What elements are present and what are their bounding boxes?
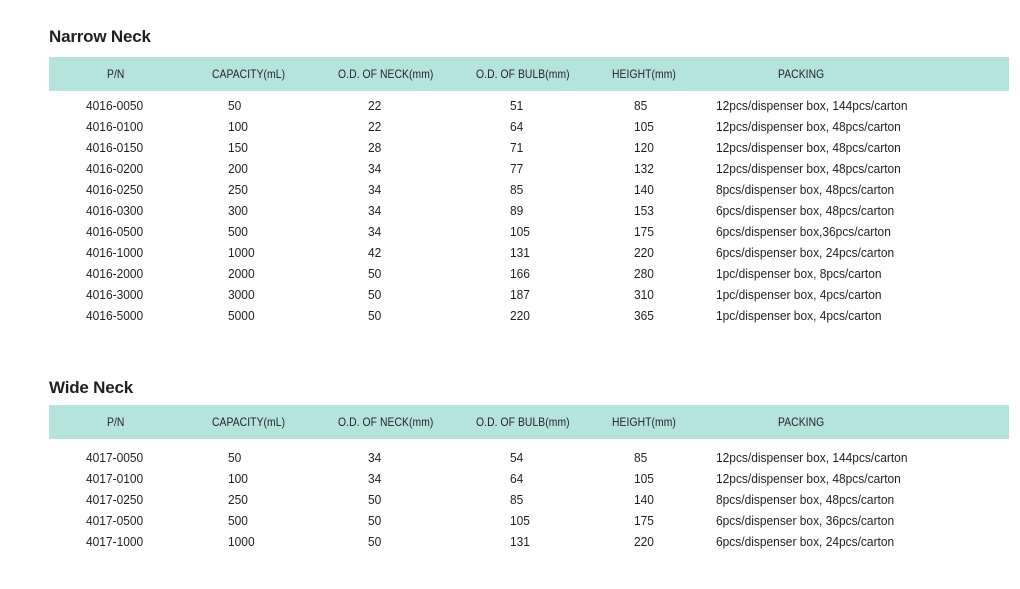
- cell-capacity: 1000: [228, 245, 255, 260]
- cell-height: 280: [634, 266, 654, 281]
- cell-bulb-od: 64: [510, 471, 524, 486]
- cell-packing: 12pcs/dispenser box, 48pcs/carton: [716, 161, 901, 176]
- cell-bulb-od: 220: [510, 308, 530, 323]
- table-row: [0, 179, 1020, 200]
- cell-packing: 12pcs/dispenser box, 48pcs/carton: [716, 119, 901, 134]
- table-row: [0, 200, 1020, 221]
- cell-packing: 6pcs/dispenser box,36pcs/carton: [716, 224, 891, 239]
- col-header-height: HEIGHT(mm): [612, 415, 676, 429]
- wide-neck-title: Wide Neck: [49, 378, 134, 397]
- cell-height: 175: [634, 224, 654, 239]
- cell-neck-od: 28: [368, 140, 382, 155]
- cell-pn: 4016-0050: [86, 98, 144, 113]
- cell-neck-od: 50: [368, 513, 382, 528]
- cell-pn: 4016-0150: [86, 140, 144, 155]
- cell-height: 365: [634, 308, 654, 323]
- cell-pn: 4016-0200: [86, 161, 144, 176]
- cell-bulb-od: 105: [510, 224, 530, 239]
- col-header-neck: O.D. OF NECK(mm): [338, 67, 434, 81]
- cell-packing: 12pcs/dispenser box, 144pcs/carton: [716, 98, 908, 113]
- cell-bulb-od: 131: [510, 534, 530, 549]
- cell-capacity: 500: [228, 513, 248, 528]
- cell-neck-od: 34: [368, 161, 382, 176]
- cell-neck-od: 34: [368, 182, 382, 197]
- cell-height: 105: [634, 119, 654, 134]
- cell-capacity: 250: [228, 182, 248, 197]
- cell-pn: 4017-0100: [86, 471, 144, 486]
- cell-capacity: 100: [228, 119, 248, 134]
- cell-height: 140: [634, 492, 654, 507]
- cell-bulb-od: 187: [510, 287, 530, 302]
- cell-pn: 4016-1000: [86, 245, 144, 260]
- cell-packing: 12pcs/dispenser box, 48pcs/carton: [716, 140, 901, 155]
- cell-bulb-od: 71: [510, 140, 524, 155]
- cell-pn: 4017-0250: [86, 492, 144, 507]
- col-header-capacity: CAPACITY(mL): [212, 67, 286, 81]
- cell-height: 120: [634, 140, 654, 155]
- cell-height: 220: [634, 245, 654, 260]
- narrow-neck-table-body: [0, 95, 1020, 326]
- cell-capacity: 500: [228, 224, 248, 239]
- table-row: [0, 95, 1020, 116]
- col-header-bulb: O.D. OF BULB(mm): [476, 415, 570, 429]
- cell-bulb-od: 85: [510, 492, 524, 507]
- cell-bulb-od: 89: [510, 203, 524, 218]
- cell-neck-od: 22: [368, 119, 382, 134]
- cell-pn: 4016-0500: [86, 224, 144, 239]
- cell-capacity: 1000: [228, 534, 255, 549]
- cell-height: 175: [634, 513, 654, 528]
- cell-neck-od: 34: [368, 224, 382, 239]
- cell-packing: 6pcs/dispenser box, 48pcs/carton: [716, 203, 895, 218]
- cell-packing: 8pcs/dispenser box, 48pcs/carton: [716, 492, 895, 507]
- table-row: [0, 116, 1020, 137]
- cell-pn: 4017-0500: [86, 513, 144, 528]
- cell-height: 140: [634, 182, 654, 197]
- cell-neck-od: 50: [368, 534, 382, 549]
- cell-packing: 6pcs/dispenser box, 24pcs/carton: [716, 245, 895, 260]
- cell-height: 85: [634, 450, 648, 465]
- cell-packing: 1pc/dispenser box, 8pcs/carton: [716, 266, 882, 281]
- cell-neck-od: 50: [368, 266, 382, 281]
- col-header-pn: P/N: [107, 415, 125, 429]
- cell-capacity: 250: [228, 492, 248, 507]
- cell-pn: 4016-0300: [86, 203, 144, 218]
- table-row: [0, 221, 1020, 242]
- cell-capacity: 3000: [228, 287, 255, 302]
- cell-pn: 4017-0050: [86, 450, 144, 465]
- col-header-neck: O.D. OF NECK(mm): [338, 415, 434, 429]
- cell-capacity: 200: [228, 161, 248, 176]
- cell-pn: 4016-0100: [86, 119, 144, 134]
- cell-bulb-od: 85: [510, 182, 524, 197]
- table-row: [0, 284, 1020, 305]
- table-row: [0, 510, 1020, 531]
- wide-neck-table-body: [0, 447, 1020, 552]
- cell-capacity: 50: [228, 98, 242, 113]
- col-header-pn: P/N: [107, 67, 125, 81]
- cell-packing: 12pcs/dispenser box, 144pcs/carton: [716, 450, 908, 465]
- cell-packing: 8pcs/dispenser box, 48pcs/carton: [716, 182, 895, 197]
- cell-neck-od: 42: [368, 245, 382, 260]
- cell-packing: 1pc/dispenser box, 4pcs/carton: [716, 308, 882, 323]
- cell-height: 105: [634, 471, 654, 486]
- table-row: [0, 158, 1020, 179]
- cell-bulb-od: 51: [510, 98, 524, 113]
- cell-height: 132: [634, 161, 654, 176]
- cell-height: 220: [634, 534, 654, 549]
- cell-height: 153: [634, 203, 654, 218]
- table-row: [0, 242, 1020, 263]
- cell-neck-od: 50: [368, 287, 382, 302]
- cell-height: 310: [634, 287, 654, 302]
- cell-packing: 6pcs/dispenser box, 36pcs/carton: [716, 513, 895, 528]
- narrow-neck-title: Narrow Neck: [49, 27, 151, 46]
- table-row: [0, 489, 1020, 510]
- col-header-packing: PACKING: [778, 67, 825, 81]
- table-row: [0, 305, 1020, 326]
- cell-neck-od: 34: [368, 450, 382, 465]
- cell-neck-od: 34: [368, 203, 382, 218]
- cell-pn: 4016-5000: [86, 308, 144, 323]
- cell-pn: 4017-1000: [86, 534, 144, 549]
- table-row: [0, 447, 1020, 468]
- table-row: [0, 468, 1020, 489]
- cell-bulb-od: 54: [510, 450, 524, 465]
- cell-pn: 4016-2000: [86, 266, 144, 281]
- col-header-bulb: O.D. OF BULB(mm): [476, 67, 570, 81]
- cell-bulb-od: 64: [510, 119, 524, 134]
- cell-packing: 6pcs/dispenser box, 24pcs/carton: [716, 534, 895, 549]
- table-row: [0, 137, 1020, 158]
- cell-neck-od: 50: [368, 308, 382, 323]
- wide-neck-header-row: [49, 405, 1009, 439]
- cell-pn: 4016-3000: [86, 287, 144, 302]
- table-row: [0, 531, 1020, 552]
- cell-capacity: 5000: [228, 308, 255, 323]
- cell-height: 85: [634, 98, 648, 113]
- cell-pn: 4016-0250: [86, 182, 144, 197]
- cell-capacity: 300: [228, 203, 248, 218]
- col-header-capacity: CAPACITY(mL): [212, 415, 286, 429]
- cell-capacity: 2000: [228, 266, 255, 281]
- cell-neck-od: 34: [368, 471, 382, 486]
- cell-bulb-od: 131: [510, 245, 530, 260]
- cell-neck-od: 50: [368, 492, 382, 507]
- cell-packing: 1pc/dispenser box, 4pcs/carton: [716, 287, 882, 302]
- cell-bulb-od: 105: [510, 513, 530, 528]
- cell-bulb-od: 166: [510, 266, 530, 281]
- cell-bulb-od: 77: [510, 161, 524, 176]
- narrow-neck-header-row: [49, 57, 1009, 91]
- col-header-height: HEIGHT(mm): [612, 67, 676, 81]
- cell-capacity: 150: [228, 140, 248, 155]
- col-header-packing: PACKING: [778, 415, 825, 429]
- table-row: [0, 263, 1020, 284]
- cell-capacity: 50: [228, 450, 242, 465]
- cell-packing: 12pcs/dispenser box, 48pcs/carton: [716, 471, 901, 486]
- cell-capacity: 100: [228, 471, 248, 486]
- cell-neck-od: 22: [368, 98, 382, 113]
